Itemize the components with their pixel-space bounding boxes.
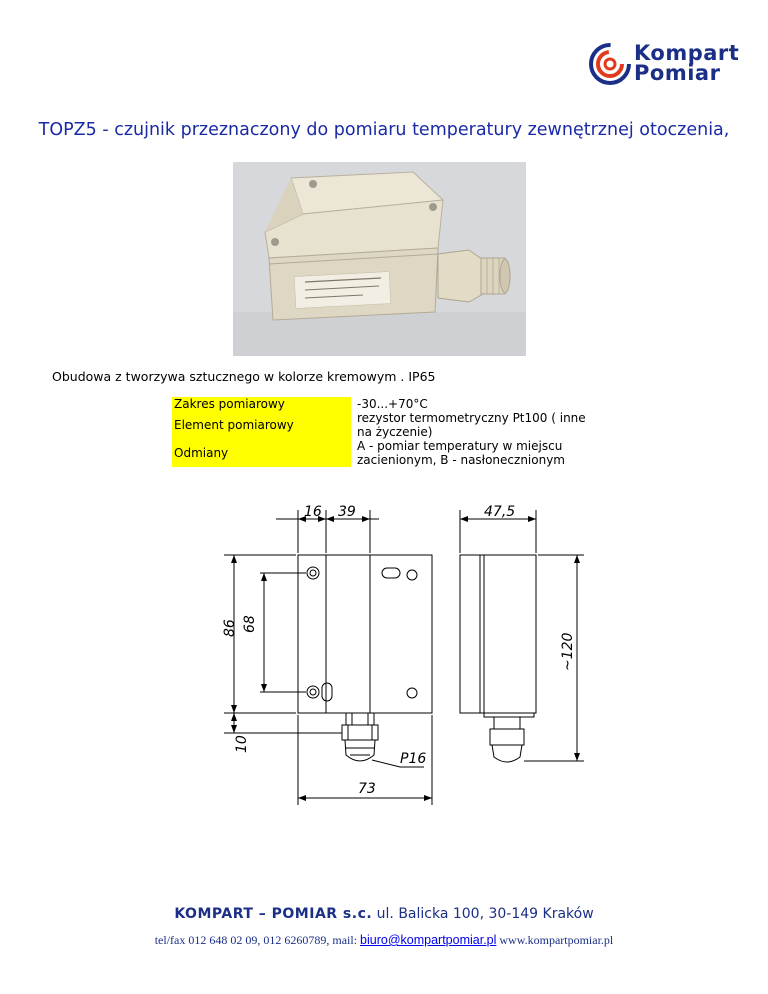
spec-table [172,397,599,467]
logo-word-pomiar: Pomiar [634,61,721,85]
spec-label-variants: Odmiany [172,439,351,467]
logo-word-kompart: Kompart [634,41,740,65]
dim-47-5-label: 47,5 [484,504,516,520]
technical-drawing [224,505,594,820]
table-row [172,397,599,411]
dim-39-label: 39 [338,504,356,520]
dim-10-label: 10 [234,735,250,753]
footer-company-line [0,906,768,922]
company-address: ul. Balicka 100, 30-149 Kraków [376,906,594,922]
dim-120-label: ~120 [560,632,576,671]
side-view-outline [460,555,536,713]
spec-label-range: Zakres pomiarowy [172,397,351,411]
dim-86-label: 86 [222,619,238,637]
spec-value-range: -30...+70°C [357,397,428,411]
housing-caption: Obudowa z tworzywa sztucznego w kolorze kremowym . IP65 [52,369,436,384]
logo-swirl-icon [588,42,634,88]
product-title: TOPZ5 - czujnik przeznaczony do pomiaru temperatury zewnętrznej otoczenia, [38,120,730,140]
contact-phones: tel/fax 012 648 02 09, 012 6260789, mail: [154,933,358,947]
dim-73-label: 73 [358,781,376,797]
spec-value-element: rezystor termometryczny Pt100 ( inne na życzenie) [357,411,586,439]
spec-label-element: Element pomiarowy [172,411,351,439]
dim-16-label: 16 [304,504,322,520]
dim-68-label: 68 [242,615,258,633]
website-text: www.kompartpomiar.pl [499,933,614,947]
company-logo [588,40,738,86]
dim-p16-label: P16 [400,751,427,767]
email-link[interactable]: biuro@kompartpomiar.pl [360,933,497,947]
company-name: KOMPART – POMIAR s.c. [174,906,373,922]
product-photo [233,162,526,356]
footer-contact-line [0,933,768,948]
spec-value-variants: A - pomiar temperatury w miejscu zacienionym, B - nasłonecznionym [357,439,565,467]
table-row [172,439,599,467]
table-row [172,411,599,439]
